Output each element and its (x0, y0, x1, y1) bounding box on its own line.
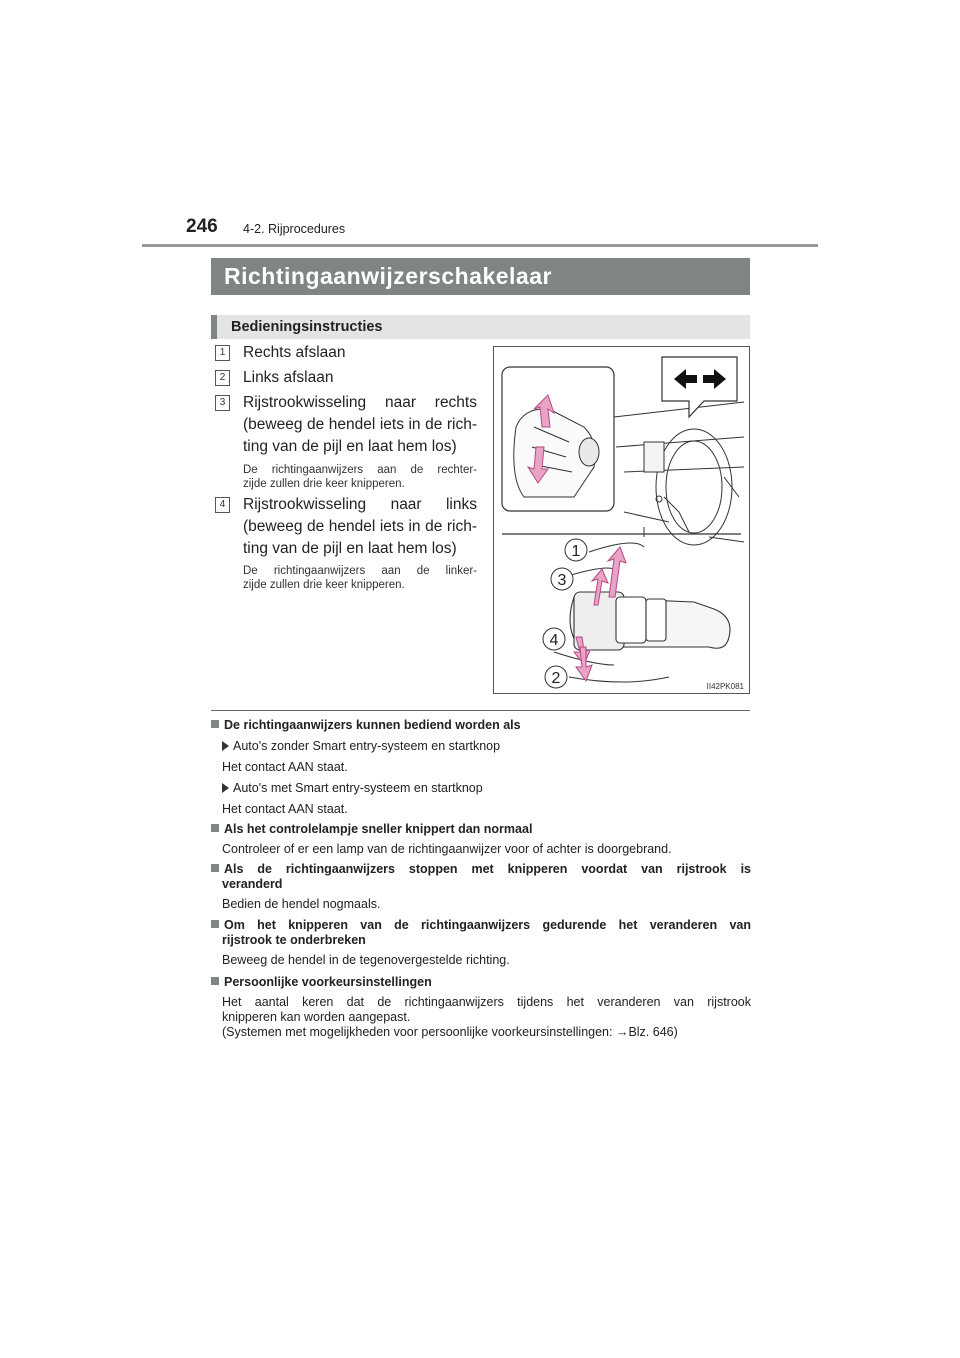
item-4-note-line-2: zijde zullen drie keer knipperen. (243, 579, 405, 591)
item-4-note-line-1: De richtingaanwijzers aan de linker- (243, 565, 477, 577)
callout-1: 1 (571, 543, 581, 560)
turn-signal-lever-illustration (493, 346, 750, 694)
note-5-line-3: (Systemen met mogelijkheden voor persoonlijke voorkeursinstellingen: →Blz. 646) (222, 1025, 678, 1039)
note-1-line-3: Auto's met Smart entry-systeem en startknop (233, 781, 483, 795)
dashboard-illustration (614, 402, 744, 545)
note-3-heading-line-2: veranderd (222, 877, 283, 891)
square-bullet-icon (211, 824, 219, 832)
item-2-text: Links afslaan (243, 369, 334, 386)
figure-code: II42PK081 (706, 682, 744, 691)
item-number-1: 1 (215, 345, 230, 361)
note-3-line-1: Bedien de hendel nogmaals. (222, 897, 381, 911)
callout-2: 2 (551, 670, 561, 687)
item-3-text-line-2: (beweeg de hendel iets in de rich- (243, 416, 477, 433)
note-1-line-1: Auto's zonder Smart entry-systeem en startknop (233, 739, 501, 753)
note-2-heading: Als het controlelampje sneller knippert dan normaal (224, 822, 533, 836)
note-5 (211, 975, 751, 1040)
square-bullet-icon (211, 720, 219, 728)
note-2-line-1: Controleer of er een lamp van de richtingaanwijzer voor of achter is doorgebrand. (222, 842, 672, 856)
triangle-bullet-icon (222, 741, 229, 751)
arrow-up-icon (608, 547, 626, 597)
note-4-line-1: Beweeg de hendel in de tegenovergestelde richting. (222, 953, 510, 967)
square-bullet-icon (211, 920, 219, 928)
item-4-text-line-3: ting van de pijl en laat hem los) (243, 540, 457, 557)
item-number-2: 2 (215, 370, 230, 386)
item-4-text-line-2: (beweeg de hendel iets in de rich- (243, 518, 477, 535)
item-3-text-line-1: Rijstrookwisseling naar rechts (243, 394, 477, 411)
note-4-heading-line-1: Om het knipperen van de richtingaanwijzers gedurende het veranderen van (224, 918, 751, 932)
item-1-text: Rechts afslaan (243, 344, 346, 361)
note-3 (211, 862, 751, 912)
header-rule (142, 244, 818, 247)
page-number: 246 (186, 216, 218, 237)
note-5-heading: Persoonlijke voorkeursinstellingen (224, 975, 432, 989)
section-subtitle: Bedieningsinstructies (211, 315, 750, 339)
item-3-note-line-1: De richtingaanwijzers aan de rechter- (243, 464, 477, 476)
square-bullet-icon (211, 864, 219, 872)
item-number-3: 3 (215, 395, 230, 411)
note-5-line-2: knipperen kan worden aangepast. (222, 1010, 411, 1024)
section-breadcrumb: 4-2. Rijprocedures (243, 222, 346, 236)
item-3-note-line-2: zijde zullen drie keer knipperen. (243, 478, 405, 490)
note-1-line-2: Het contact AAN staat. (222, 760, 348, 774)
triangle-bullet-icon (222, 783, 229, 793)
section-divider (211, 710, 750, 711)
note-5-line-1: Het aantal keren dat de richtingaanwijzers tijdens het veranderen van rijstrook (222, 995, 751, 1009)
square-bullet-icon (211, 977, 219, 985)
note-1-line-4: Het contact AAN staat. (222, 802, 348, 816)
note-1-heading: De richtingaanwijzers kunnen bediend worden als (224, 718, 521, 732)
page-title: Richtingaanwijzerschakelaar (211, 258, 750, 295)
callout-4: 4 (549, 632, 559, 649)
item-4-text-line-1: Rijstrookwisseling naar links (243, 496, 477, 513)
item-number-4: 4 (215, 497, 230, 513)
note-1 (211, 718, 751, 817)
item-3-text-line-3: ting van de pijl en laat hem los) (243, 438, 457, 455)
note-4-heading-line-2: rijstrook te onderbreken (222, 933, 366, 947)
callout-3: 3 (557, 572, 567, 589)
note-2 (211, 822, 751, 857)
note-3-heading-line-1: Als de richtingaanwijzers stoppen met knipperen voordat van rijstrook is (224, 862, 751, 876)
note-4 (211, 918, 751, 968)
